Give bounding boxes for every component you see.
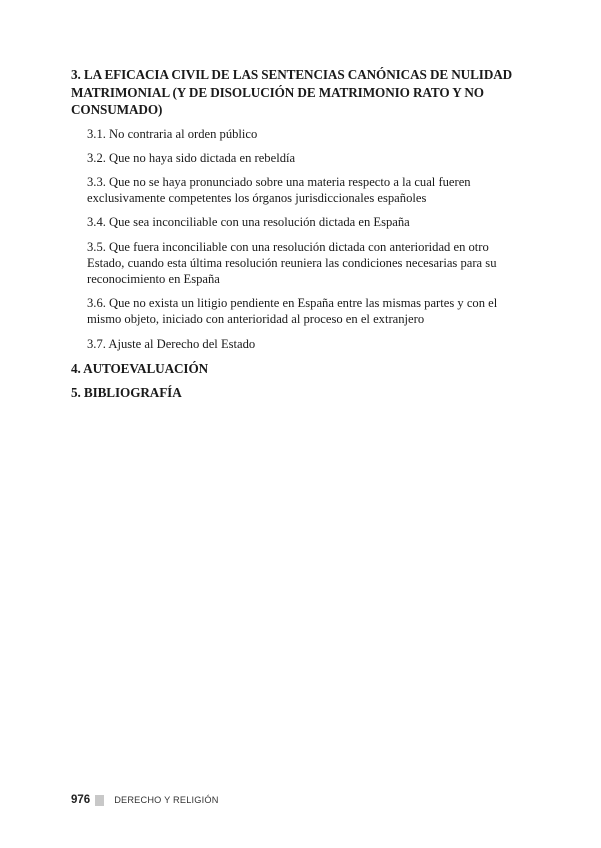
subitem-3-7: 3.7. Ajuste al Derecho del Estado bbox=[87, 336, 256, 351]
section-3-subitems bbox=[71, 126, 521, 352]
subitem-3-5: 3.5. Que fuera inconciliable con una resolución dictada con anterioridad en otro Estado, cuando esta última resolución reuniera las condiciones necesarias para su reconocimiento en España bbox=[87, 239, 497, 286]
section-3-heading: 3. LA EFICACIA CIVIL DE LAS SENTENCIAS CANÓNICAS DE NULIDAD MATRIMONIAL (Y DE DISOLUCIÓN DE MATRIMONIO RATO Y NO CONSUMADO) bbox=[71, 67, 513, 117]
section-4-heading: 4. AUTOEVALUACIÓN bbox=[71, 360, 209, 376]
footer-square-mark bbox=[95, 795, 104, 806]
subitem-3-3: 3.3. Que no se haya pronunciado sobre una materia respecto a la cual fueren exclusivamente competentes los órganos jurisdiccionales españoles bbox=[87, 174, 471, 206]
table-of-contents bbox=[71, 66, 521, 402]
page-number: 976 bbox=[71, 794, 91, 806]
running-title: DERECHO Y RELIGIÓN bbox=[114, 795, 219, 805]
subitem-3-2: 3.2. Que no haya sido dictada en rebeldía bbox=[87, 150, 296, 165]
section-5-heading: 5. BIBLIOGRAFÍA bbox=[71, 385, 182, 401]
subitem-3-4: 3.4. Que sea inconciliable con una resolución dictada en España bbox=[87, 215, 410, 230]
page-footer bbox=[71, 792, 219, 808]
subitem-3-6: 3.6. Que no exista un litigio pendiente en España entre las mismas partes y con el mismo objeto, iniciado con anterioridad al proceso en el extranjero bbox=[87, 296, 498, 327]
subitem-3-1: 3.1. No contraria al orden público bbox=[87, 126, 258, 141]
